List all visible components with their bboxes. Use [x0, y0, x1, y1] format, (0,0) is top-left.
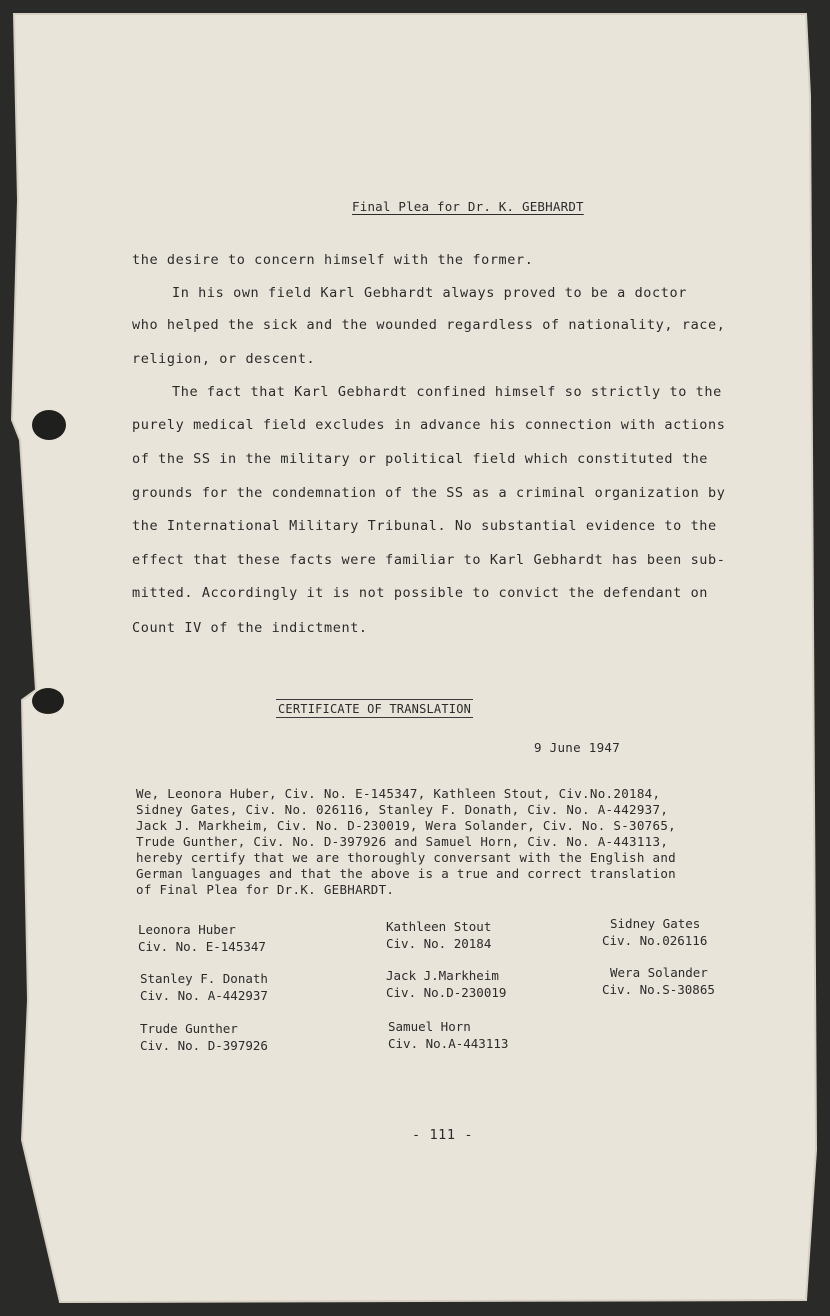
page-number: - 111 -: [412, 1127, 474, 1143]
body-line: purely medical field excludes in advance his connection with actions: [132, 417, 726, 433]
signatory-civ-number: Civ. No.S-30865: [602, 982, 715, 997]
signatory-name: Jack J.Markheim: [386, 968, 499, 983]
body-line: of the SS in the military or political field which constituted the: [132, 451, 709, 467]
signatory-name: Stanley F. Donath: [140, 971, 268, 986]
body-line: Count IV of the indictment.: [132, 620, 368, 636]
signatory: [602, 915, 707, 949]
signatory-name: Kathleen Stout: [386, 919, 492, 934]
signatory-civ-number: Civ. No.D-230019: [386, 985, 507, 1000]
body-line: the International Military Tribunal. No substantial evidence to the: [132, 518, 717, 534]
signatory-name: Leonora Huber: [138, 922, 236, 937]
signatory-name: Trude Gunther: [140, 1021, 238, 1036]
certificate-line: German languages and that the above is a true and correct translation: [136, 866, 676, 881]
signatory-civ-number: Civ. No. 20184: [386, 936, 492, 951]
body-line: grounds for the condemnation of the SS as a criminal organization by: [132, 485, 726, 501]
page-header-title: Final Plea for Dr. K. GEBHARDT: [352, 199, 584, 214]
signatory-name: Samuel Horn: [388, 1019, 471, 1034]
certificate-line: Jack J. Markheim, Civ. No. D-230019, Wera Solander, Civ. No. S-30765,: [136, 818, 676, 833]
signatory-civ-number: Civ. No. D-397926: [140, 1038, 268, 1053]
body-line: religion, or descent.: [132, 351, 316, 367]
signatory: [138, 921, 266, 955]
punch-hole-top: [32, 410, 66, 440]
certificate-line: Sidney Gates, Civ. No. 026116, Stanley F. Donath, Civ. No. A-442937,: [136, 802, 669, 817]
signatory: [386, 967, 506, 1001]
body-line: the desire to concern himself with the former.: [132, 252, 534, 268]
signatory: [388, 1018, 508, 1052]
certificate-date: 9 June 1947: [534, 740, 621, 755]
signatory: [386, 918, 491, 952]
signatory-name: Sidney Gates: [610, 916, 701, 931]
certificate-line: We, Leonora Huber, Civ. No. E-145347, Kathleen Stout, Civ.No.20184,: [136, 786, 661, 801]
signatory-name: Wera Solander: [610, 965, 708, 980]
punch-hole-bottom: [32, 688, 64, 714]
signatory-civ-number: Civ. No.A-443113: [388, 1036, 509, 1051]
body-line: effect that these facts were familiar to Karl Gebhardt has been sub-: [132, 552, 726, 568]
signatory: [140, 1020, 268, 1054]
certificate-line: of Final Plea for Dr.K. GEBHARDT.: [136, 882, 395, 897]
signatory-civ-number: Civ. No.026116: [602, 933, 708, 948]
certificate-title: CERTIFICATE OF TRANSLATION: [276, 699, 473, 718]
body-line: The fact that Karl Gebhardt confined himself so strictly to the: [172, 384, 722, 400]
body-line: mitted. Accordingly it is not possible to convict the defendant on: [132, 585, 709, 601]
certificate-line: hereby certify that we are thoroughly conversant with the English and: [136, 850, 676, 865]
signatory: [602, 964, 715, 998]
body-line: In his own field Karl Gebhardt always proved to be a doctor: [172, 285, 687, 301]
signatory: [140, 970, 268, 1004]
signatory-civ-number: Civ. No. E-145347: [138, 939, 266, 954]
certificate-line: Trude Gunther, Civ. No. D-397926 and Samuel Horn, Civ. No. A-443113,: [136, 834, 669, 849]
signatory-civ-number: Civ. No. A-442937: [140, 988, 268, 1003]
body-line: who helped the sick and the wounded regardless of nationality, race,: [132, 317, 726, 333]
